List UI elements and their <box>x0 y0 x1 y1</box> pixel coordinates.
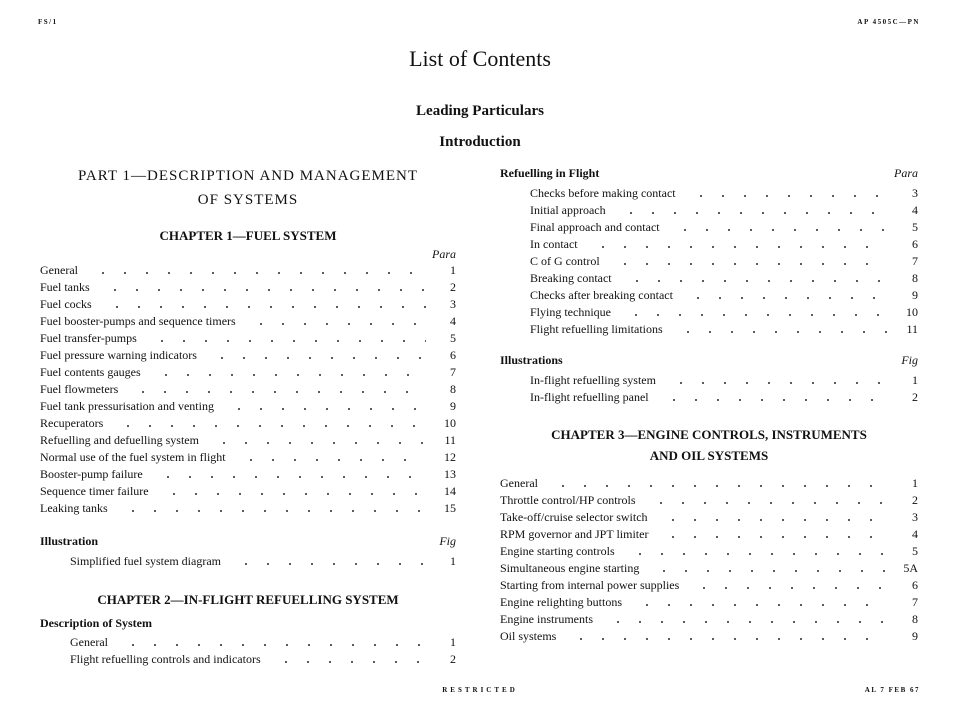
toc-entry-label: Initial approach <box>530 203 606 217</box>
toc-entry-number: 4 <box>450 314 456 328</box>
toc-entry <box>40 483 456 500</box>
chapter1-illustration-head <box>40 534 456 549</box>
leader-dots <box>236 449 426 461</box>
toc-entry-number: 3 <box>912 186 918 200</box>
toc-entry <box>40 262 456 279</box>
leader-dots <box>128 381 426 393</box>
toc-entry <box>500 236 918 253</box>
para-label: Para <box>894 166 918 180</box>
leader-dots <box>632 594 888 606</box>
toc-entry-label: Throttle control/HP controls <box>500 493 636 507</box>
toc-entry <box>500 372 918 389</box>
footer-classification: RESTRICTED <box>442 686 518 694</box>
leader-dots <box>686 185 888 197</box>
toc-entry <box>500 628 918 645</box>
toc-entry-number: 1 <box>450 635 456 649</box>
toc-entry-label: C of G control <box>530 254 600 268</box>
toc-entry-label: Engine instruments <box>500 612 593 626</box>
toc-entry-number: 6 <box>450 348 456 362</box>
toc-entry <box>500 543 918 560</box>
toc-entry-label: Flight refuelling limitations <box>530 322 663 336</box>
part-title <box>40 164 456 212</box>
leader-dots <box>588 236 888 248</box>
toc-entry <box>40 364 456 381</box>
toc-entry-label: Recuperators <box>40 416 104 430</box>
toc-entry-label: Flying technique <box>530 305 611 319</box>
toc-entry-number: 3 <box>912 510 918 524</box>
toc-entry-label: Oil systems <box>500 629 557 643</box>
toc-entry-label: Starting from internal power supplies <box>500 578 680 592</box>
leader-dots <box>151 364 426 376</box>
heading-leading-particulars: Leading Particulars <box>416 103 544 119</box>
toc-entry-label: Fuel pressure warning indicators <box>40 348 197 362</box>
toc-entry <box>500 321 918 338</box>
toc-entry-label: Engine relighting buttons <box>500 595 622 609</box>
toc-entry <box>40 449 456 466</box>
page-title: List of Contents <box>409 46 551 71</box>
toc-entry-number: 5 <box>912 544 918 558</box>
toc-entry-label: Take-off/cruise selector switch <box>500 510 648 524</box>
toc-entry-number: 8 <box>912 271 918 285</box>
toc-entry-label: General <box>70 635 108 649</box>
illustrations-label: Illustrations <box>500 353 563 367</box>
chapter1-para-label: Para <box>432 247 456 261</box>
leader-dots <box>625 543 888 555</box>
chapter3-title-line1: CHAPTER 3—ENGINE CONTROLS, INSTRUMENTS <box>551 427 867 442</box>
leader-dots <box>224 398 426 410</box>
toc-entry-number: 8 <box>450 382 456 396</box>
toc-entry-label: Breaking contact <box>530 271 612 285</box>
toc-entry-label: In-flight refuelling panel <box>530 390 649 404</box>
toc-entry <box>40 313 456 330</box>
toc-entry-number: 9 <box>450 399 456 413</box>
toc-entry-label: Sequence timer failure <box>40 484 149 498</box>
toc-entry-label: General <box>40 263 78 277</box>
toc-entry <box>40 500 456 517</box>
toc-entry-label: Refuelling and defuelling system <box>40 433 199 447</box>
chapter2-illus-list <box>500 372 918 406</box>
toc-entry <box>500 611 918 628</box>
toc-entry-label: In-flight refuelling system <box>530 373 656 387</box>
toc-entry <box>500 594 918 611</box>
toc-entry <box>40 553 456 570</box>
toc-entry-number: 2 <box>450 652 456 666</box>
part-title-line2: OF SYSTEMS <box>197 192 299 208</box>
toc-entry-number: 4 <box>912 203 918 217</box>
refuelling-flight-label: Refuelling in Flight <box>500 166 600 180</box>
toc-entry <box>500 389 918 406</box>
leader-dots <box>666 372 888 384</box>
right-column <box>500 166 918 645</box>
leader-dots <box>113 415 426 427</box>
chapter3-title <box>500 424 918 466</box>
toc-entry-number: 10 <box>444 416 456 430</box>
toc-entry-number: 8 <box>912 612 918 626</box>
toc-entry <box>40 432 456 449</box>
toc-entry-number: 2 <box>912 390 918 404</box>
leader-dots <box>100 279 426 291</box>
chapter3-title-line2: AND OIL SYSTEMS <box>649 448 769 463</box>
chapter1-title: CHAPTER 1—FUEL SYSTEM <box>159 228 337 243</box>
fig-label: Fig <box>439 534 456 548</box>
toc-entry-label: Fuel tank pressurisation and venting <box>40 399 214 413</box>
toc-entry-number: 7 <box>912 595 918 609</box>
toc-entry-label: Fuel tanks <box>40 280 90 294</box>
leader-dots <box>209 432 426 444</box>
leader-dots <box>88 262 426 274</box>
toc-entry-label: Normal use of the fuel system in flight <box>40 450 226 464</box>
leader-dots <box>610 253 888 265</box>
chapter2-flight-head <box>500 166 918 181</box>
toc-entry <box>40 466 456 483</box>
leader-dots <box>207 347 426 359</box>
toc-entry <box>40 296 456 313</box>
chapter1-illustration-list <box>40 553 456 570</box>
toc-entry-number: 2 <box>912 493 918 507</box>
toc-entry <box>500 253 918 270</box>
toc-entry-number: 11 <box>906 322 918 336</box>
toc-entry-number: 10 <box>906 305 918 319</box>
chapter2-desc-list <box>40 634 456 668</box>
toc-entry <box>500 560 918 577</box>
leader-dots <box>102 296 426 308</box>
leader-dots <box>548 475 888 487</box>
toc-entry-number: 12 <box>444 450 456 464</box>
toc-entry <box>40 330 456 347</box>
leader-dots <box>271 651 426 663</box>
illustration-label: Illustration <box>40 534 99 548</box>
toc-entry-number: 2 <box>450 280 456 294</box>
toc-entry <box>500 202 918 219</box>
leader-dots <box>231 553 426 565</box>
toc-entry <box>500 185 918 202</box>
chapter3-list <box>500 475 918 645</box>
chapter2-desc-head <box>40 616 456 631</box>
toc-entry-number: 7 <box>450 365 456 379</box>
leader-dots <box>159 483 426 495</box>
leader-dots <box>659 389 888 401</box>
toc-entry <box>40 279 456 296</box>
leader-dots <box>658 509 888 521</box>
toc-entry-number: 5A <box>903 561 918 575</box>
heading-introduction: Introduction <box>439 134 521 150</box>
toc-entry-number: 9 <box>912 288 918 302</box>
toc-entry-label: Checks after breaking contact <box>530 288 673 302</box>
toc-entry <box>40 347 456 364</box>
toc-entry <box>40 398 456 415</box>
chapter2-illus-head <box>500 353 918 368</box>
chapter2-title: CHAPTER 2—IN-FLIGHT REFUELLING SYSTEM <box>97 592 399 607</box>
toc-entry-number: 7 <box>912 254 918 268</box>
toc-entry-label: Booster-pump failure <box>40 467 143 481</box>
leader-dots <box>622 270 888 282</box>
leader-dots <box>118 634 426 646</box>
footer-amendment: AL 7 FEB 67 <box>864 686 920 694</box>
header-left: FS/1 <box>38 18 58 26</box>
toc-entry-label: Engine starting controls <box>500 544 615 558</box>
chapter1-list <box>40 262 456 517</box>
header-right: AP 4505C—PN <box>857 18 920 26</box>
leader-dots <box>147 330 426 342</box>
toc-entry <box>40 651 456 668</box>
toc-entry <box>40 381 456 398</box>
toc-entry-number: 14 <box>444 484 456 498</box>
leader-dots <box>246 313 426 325</box>
leader-dots <box>683 287 888 299</box>
fig-label: Fig <box>901 353 918 367</box>
leader-dots <box>658 526 888 538</box>
toc-entry <box>500 492 918 509</box>
part-title-line1: PART 1—DESCRIPTION AND MANAGEMENT <box>77 168 419 184</box>
toc-entry-number: 5 <box>912 220 918 234</box>
toc-entry-label: Final approach and contact <box>530 220 660 234</box>
toc-entry-number: 11 <box>444 433 456 447</box>
leader-dots <box>603 611 888 623</box>
toc-entry-number: 13 <box>444 467 456 481</box>
toc-entry <box>500 526 918 543</box>
toc-entry-label: General <box>500 476 538 490</box>
toc-entry <box>500 219 918 236</box>
toc-entry-label: Fuel flowmeters <box>40 382 119 396</box>
toc-entry-number: 6 <box>912 578 918 592</box>
toc-entry-label: Fuel contents gauges <box>40 365 141 379</box>
leader-dots <box>616 202 888 214</box>
toc-entry <box>500 304 918 321</box>
toc-entry <box>500 270 918 287</box>
leader-dots <box>649 560 888 572</box>
toc-entry-label: Simultaneous engine starting <box>500 561 640 575</box>
toc-entry-number: 9 <box>912 629 918 643</box>
toc-entry-number: 5 <box>450 331 456 345</box>
toc-entry-number: 3 <box>450 297 456 311</box>
toc-entry-number: 1 <box>450 263 456 277</box>
toc-entry-label: Checks before making contact <box>530 186 676 200</box>
leader-dots <box>153 466 426 478</box>
toc-entry-label: Fuel booster-pumps and sequence timers <box>40 314 236 328</box>
toc-entry <box>500 287 918 304</box>
toc-entry-label: Simplified fuel system diagram <box>70 554 221 568</box>
toc-entry <box>500 509 918 526</box>
toc-entry-label: Fuel cocks <box>40 297 92 311</box>
chapter2-flight-list <box>500 185 918 338</box>
toc-entry <box>500 475 918 492</box>
toc-entry-number: 1 <box>912 373 918 387</box>
leader-dots <box>673 321 888 333</box>
leader-dots <box>670 219 888 231</box>
toc-entry-number: 1 <box>912 476 918 490</box>
left-column <box>40 164 456 668</box>
leader-dots <box>689 577 888 589</box>
toc-entry-number: 6 <box>912 237 918 251</box>
toc-entry-label: Flight refuelling controls and indicators <box>70 652 261 666</box>
toc-entry <box>500 577 918 594</box>
toc-entry-number: 1 <box>450 554 456 568</box>
toc-entry-number: 15 <box>444 501 456 515</box>
toc-entry <box>40 634 456 651</box>
leader-dots <box>566 628 888 640</box>
toc-entry-label: Fuel transfer-pumps <box>40 331 137 345</box>
desc-label: Description of System <box>40 616 152 630</box>
toc-entry-label: Leaking tanks <box>40 501 108 515</box>
leader-dots <box>646 492 888 504</box>
toc-entry <box>40 415 456 432</box>
leader-dots <box>118 500 426 512</box>
toc-entry-label: RPM governor and JPT limiter <box>500 527 649 541</box>
leader-dots <box>621 304 888 316</box>
toc-entry-number: 4 <box>912 527 918 541</box>
toc-entry-label: In contact <box>530 237 578 251</box>
